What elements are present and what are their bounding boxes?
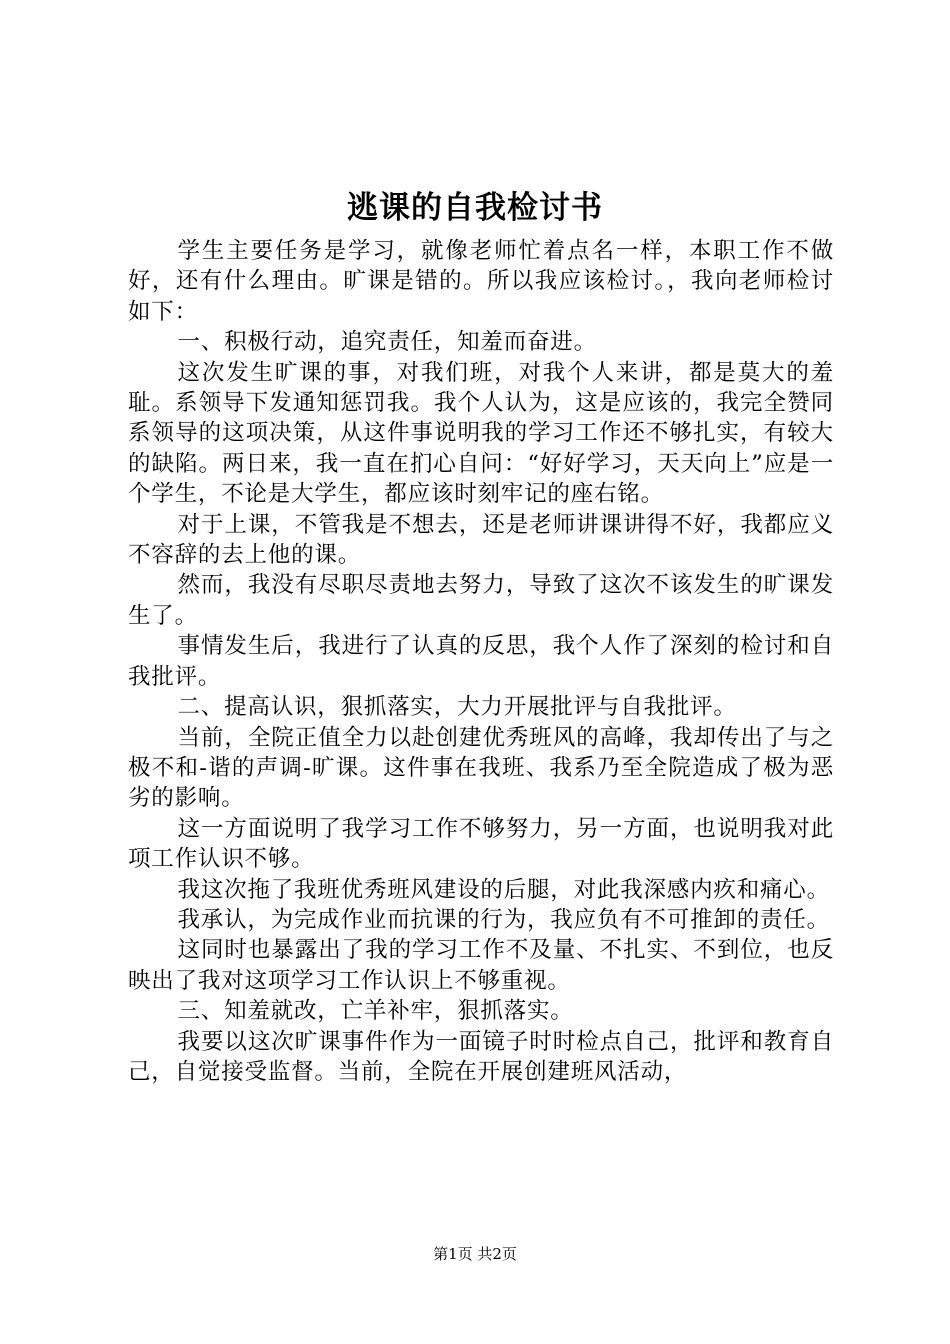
paragraph: 我要以这次旷课事件作为一面镜子时时检点自己，批评和教育自己，自觉接受监督。当前，全院在开展创建班风活动， xyxy=(128,1028,834,1085)
paragraph: 学生主要任务是学习，就像老师忙着点名一样，本职工作不做好，还有什么理由。旷课是错的。所以我应该检讨。，我向老师检讨如下： xyxy=(128,238,834,325)
document-title: 逃课的自我检讨书 xyxy=(347,190,603,226)
paragraph: 这同时也暴露出了我的学习工作不及量、不扎实、不到位，也反映出了我对这项学习工作认识上不够重视。 xyxy=(128,937,834,994)
paragraph: 这次发生旷课的事，对我们班，对我个人来讲，都是莫大的羞耻。系领导下发通知惩罚我。我个人认为，这是应该的，我完全赞同系领导的这项决策，从这件事说明我的学习工作还不够扎实，有较大的缺陷。两日来，我一直在扪心自问：“好好学习，天天向上”应是一个学生，不论是大学生，都应该时刻牢记的座右铭。 xyxy=(128,359,834,508)
paragraph: 这一方面说明了我学习工作不够努力，另一方面，也说明我对此项工作认识不够。 xyxy=(128,815,834,873)
paragraph: 我承认，为完成作业而抗课的行为，我应负有不可推卸的责任。 xyxy=(177,906,830,933)
page-footer: 第1页 共2页 xyxy=(433,1245,517,1263)
paragraph: 然而，我没有尽职尽责地去努力，导致了这次不该发生的旷课发生了。 xyxy=(128,572,834,629)
section-heading: 三、知羞就改，亡羊补牢，狠抓落实。 xyxy=(177,998,574,1025)
section-heading: 一、积极行动，追究责任，知羞而奋进。 xyxy=(177,329,597,356)
paragraph: 事情发生后，我进行了认真的反思，我个人作了深刻的检讨和自我批评。 xyxy=(128,633,834,690)
paragraph: 对于上课，不管我是不想去，还是老师讲课讲得不好，我都应义不容辞的去上他的课。 xyxy=(128,511,834,569)
paragraph: 我这次拖了我班优秀班风建设的后腿，对此我深感内疚和痛心。 xyxy=(177,876,830,903)
document-body xyxy=(128,236,834,1087)
paragraph: 当前，全院正值全力以赴创建优秀班风的高峰，我却传出了与之极不和-谐的声调-旷课。这件事在我班、我系乃至全院造成了极为恶劣的影响。 xyxy=(128,724,834,812)
section-heading: 二、提高认识，狠抓落实，大力开展批评与自我批评。 xyxy=(177,694,737,721)
